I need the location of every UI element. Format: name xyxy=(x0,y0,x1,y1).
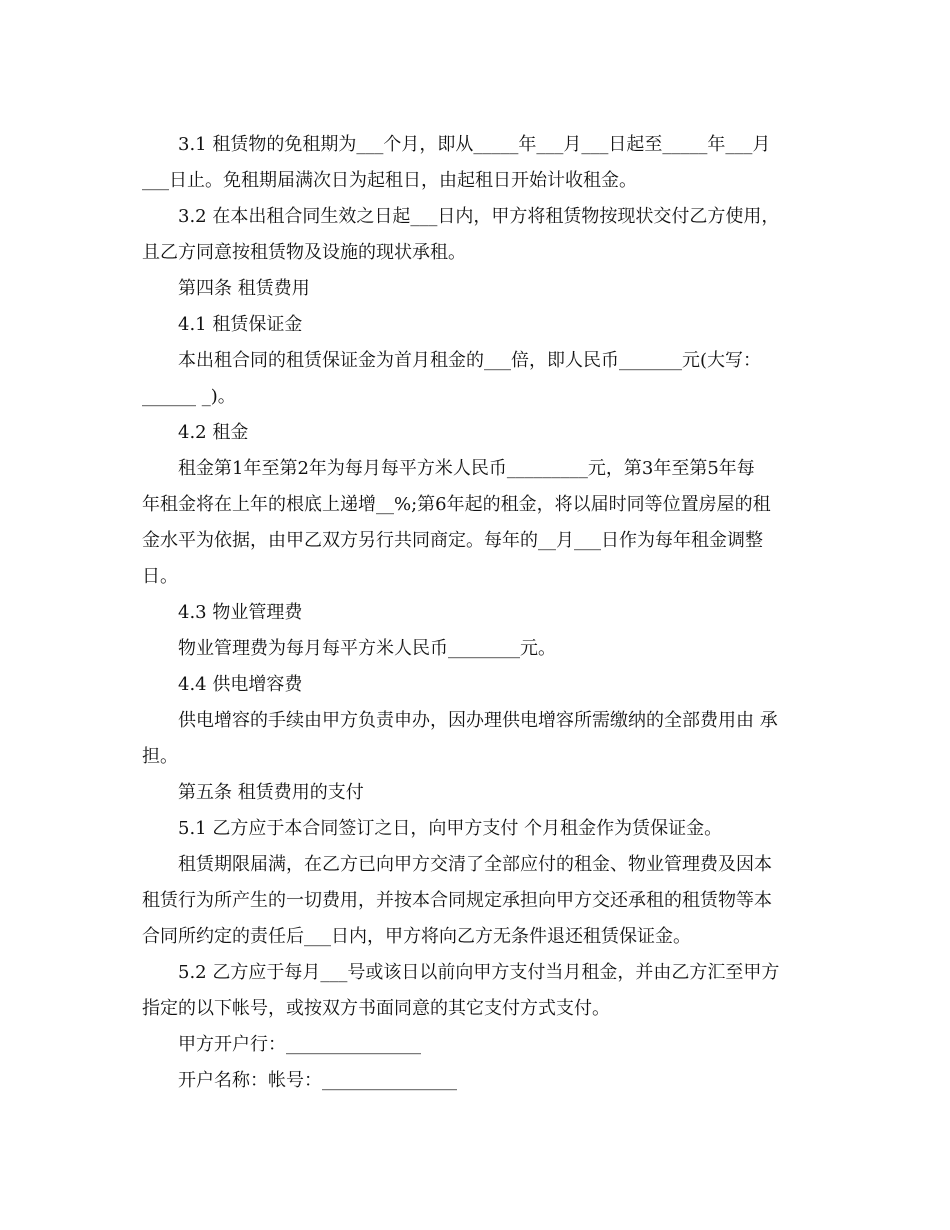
clause-5-1-line-2: 租赁期限届满，在乙方已向甲方交清了全部应付的租金、物业管理费及因本 xyxy=(178,854,772,875)
clause-5-2-line-1: 5.2 乙方应于每月___号或该日以前向甲方支付当月租金，并由乙方汇至甲方 xyxy=(178,962,780,983)
clause-4-2-heading: 4.2 租金 xyxy=(178,422,249,443)
clause-5-1-line-3: 租赁行为所产生的一切费用，并按本合同规定承担向甲方交还承租的租赁物等本 xyxy=(142,890,772,911)
clause-4-2-line-4: 日。 xyxy=(142,566,178,587)
clause-4-1-line-2: ______ _)。 xyxy=(142,386,236,407)
clause-4-4-heading: 4.4 供电增容费 xyxy=(178,674,303,695)
clause-5-1-line-4: 合同所约定的责任后___日内，甲方将向乙方无条件退还租赁保证金。 xyxy=(142,926,691,947)
clause-4-4-line-1: 供电增容的手续由甲方负责申办，因办理供电增容所需缴纳的全部费用由 承 xyxy=(178,710,778,731)
clause-3-1-line-2: ___日止。免租期届满次日为起租日，由起租日开始计收租金。 xyxy=(142,170,637,191)
article-5-heading: 第五条 租赁费用的支付 xyxy=(178,782,364,803)
clause-4-3-line-1: 物业管理费为每月每平方米人民币________元。 xyxy=(178,638,556,659)
clause-4-1-line-1: 本出租合同的租赁保证金为首月租金的___倍，即人民币_______元(大写： xyxy=(178,350,762,371)
clause-4-3-heading: 4.3 物业管理费 xyxy=(178,602,303,623)
clause-3-1-line-1: 3.1 租赁物的免租期为___个月，即从_____年___月___日起至_____年___月 xyxy=(178,134,771,155)
account-name-field: 开户名称：帐号：_______________ xyxy=(178,1070,457,1091)
clause-4-2-line-3: 金水平为依据，由甲乙双方另行共同商定。每年的__月___日作为每年租金调整 xyxy=(142,530,763,551)
clause-3-2-line-1: 3.2 在本出租合同生效之日起___日内，甲方将租赁物按现状交付乙方使用， xyxy=(178,206,780,227)
article-4-heading: 第四条 租赁费用 xyxy=(178,278,310,299)
clause-3-2-line-2: 且乙方同意按租赁物及设施的现状承租。 xyxy=(142,242,466,263)
bank-name-field: 甲方开户行：_______________ xyxy=(178,1034,421,1055)
clause-4-2-line-1: 租金第1年至第2年为每月每平方米人民币_________元，第3年至第5年每 xyxy=(178,458,755,479)
clause-5-2-line-2: 指定的以下帐号，或按双方书面同意的其它支付方式支付。 xyxy=(142,998,610,1019)
clause-4-1-heading: 4.1 租赁保证金 xyxy=(178,314,303,335)
clause-4-4-line-2: 担。 xyxy=(142,746,178,767)
clause-4-2-line-2: 年租金将在上年的根底上递增__%;第6年起的租金，将以届时同等位置房屋的租 xyxy=(142,494,771,515)
clause-5-1-line-1: 5.1 乙方应于本合同签订之日，向甲方支付 个月租金作为赁保证金。 xyxy=(178,818,723,839)
